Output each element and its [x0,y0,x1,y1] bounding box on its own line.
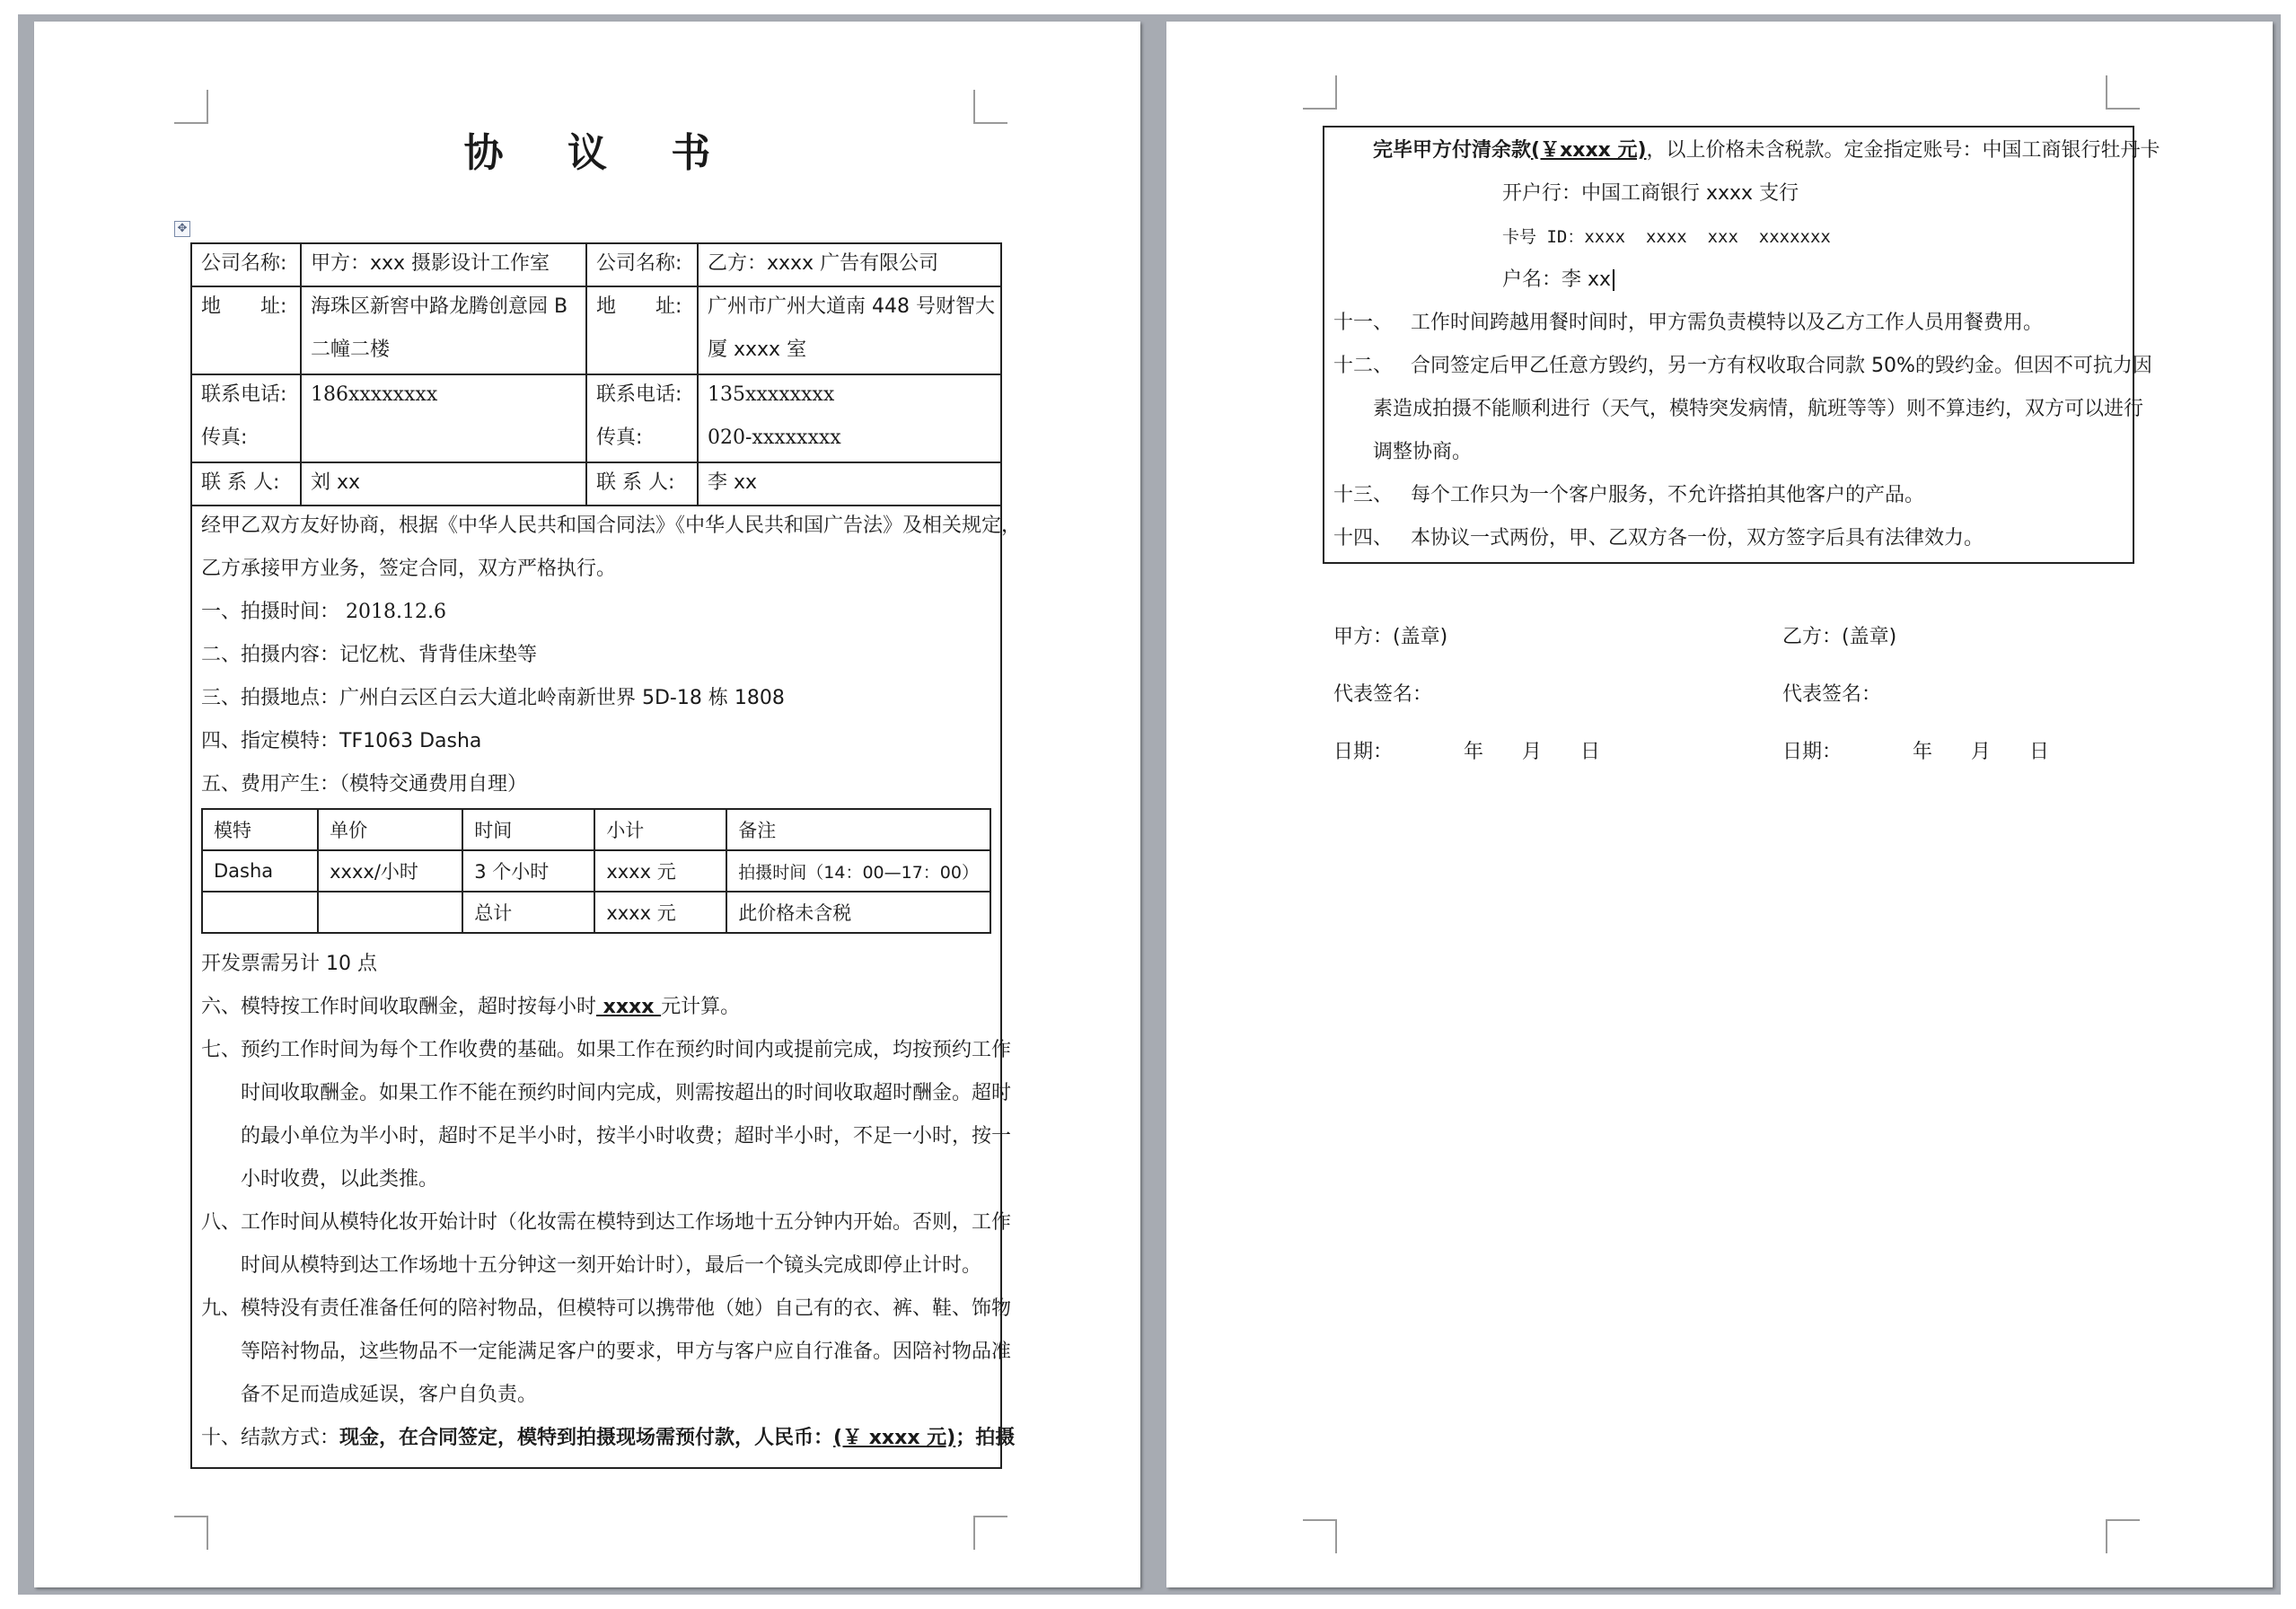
cell-value[interactable]: 020-xxxxxxxx [708,426,841,449]
fee-cell[interactable]: Dasha [202,850,318,892]
table-move-handle-icon[interactable]: ✥ [174,221,190,237]
clause-12[interactable]: 素造成拍摄不能顺利进行（天气，模特突发病情，航班等等）则不算违约，双方可以进行 [1373,398,2144,420]
cell-label: 公司名称: [596,252,682,275]
clause-12-number: 十二、 [1333,355,1394,377]
card-number[interactable]: 卡号 ID：xxxx xxxx xxx xxxxxxx [1502,227,1831,247]
cell-value[interactable]: 135xxxxxxxx [708,383,835,406]
fee-header: 模特 [202,809,318,850]
crop-mark [2106,1519,2140,1553]
item-shoot-location[interactable]: 三、拍摄地点：广州白云区白云大道北岭南新世界 5D-18 栋 1808 [201,687,785,709]
fee-header: 单价 [318,809,462,850]
item-shoot-content[interactable]: 二、拍摄内容：记忆枕、背背佳床垫等 [201,644,538,666]
crop-mark [973,1516,1007,1550]
date-month: 月 [1522,741,1543,763]
clause-9[interactable]: 九、模特没有责任准备任何的陪衬物品，但模特可以携带他（她）自己有的衣、裤、鞋、饰物 [201,1297,1012,1320]
page-1[interactable] [34,22,1140,1587]
crop-mark [2106,75,2140,110]
cell-value[interactable]: 刘 xx [311,471,361,494]
clause-10-continued[interactable] [1373,129,2160,172]
cell-value[interactable]: 海珠区新窖中路龙腾创意园 B [311,295,568,318]
table-border [1323,562,2134,564]
table-border [190,1467,1002,1469]
date-year: 年 [1464,741,1484,763]
cell-label: 联系电话: [596,383,682,406]
crop-mark [1303,1519,1337,1553]
intro-line[interactable]: 乙方承接甲方业务，签定合同，双方严格执行。 [201,558,617,580]
item-model[interactable]: 四、指定模特：TF1063 Dasha [201,730,482,752]
cell-value[interactable]: 乙方：xxxx 广告有限公司 [708,252,939,275]
fee-header: 备注 [726,809,990,850]
fee-cell[interactable]: xxxx/小时 [318,850,462,892]
balance-amount: (￥xxxx 元) [1531,139,1647,162]
fee-cell[interactable] [202,892,318,933]
table-row [202,850,990,892]
fee-header: 小计 [594,809,726,850]
clause-text: 现金，在合同签定，模特到拍摄现场需预付款，人民币： [339,1427,834,1449]
party-a-date[interactable] [1333,731,1600,774]
table-rule [697,242,699,506]
date-label: 日期： [1333,741,1394,763]
table-border [190,242,192,1469]
clause-13[interactable]: 每个工作只为一个客户服务，不允许搭拍其他客户的产品。 [1411,484,1925,506]
table-border [1323,126,2134,127]
cell-label: 传真: [596,426,643,449]
clause-10[interactable] [201,1417,1015,1460]
item-shoot-time[interactable] [201,591,446,634]
page-2[interactable] [1166,22,2273,1587]
cell-value[interactable]: 甲方：xxx 摄影设计工作室 [311,252,550,275]
item-fees[interactable]: 五、费用产生：（模特交通费用自理） [201,773,528,796]
clause-11[interactable]: 工作时间跨越用餐时间时，甲方需负责模特以及乙方工作人员用餐费用。 [1411,312,2044,334]
date-day: 日 [1580,741,1601,763]
table-border [1000,242,1002,1469]
party-b-seal[interactable]: 乙方：(盖章) [1782,626,1897,648]
clause-text: 元计算。 [661,996,741,1018]
cell-label: 联系电话: [201,383,287,406]
clause-7[interactable]: 七、预约工作时间为每个工作收费的基础。如果工作在预约时间内或提前完成，均按预约工作 [201,1039,1012,1061]
cell-label: 联 系 人: [201,471,280,494]
crop-mark [174,1516,208,1550]
invoice-note[interactable]: 开发票需另计 10 点 [201,953,377,975]
crop-mark [973,90,1007,124]
fee-cell[interactable]: 总计 [462,892,594,933]
cell-label: 地 址: [201,295,287,318]
cell-value[interactable]: 二幢二楼 [311,339,391,361]
table-row [202,809,990,850]
clause-6[interactable] [201,986,740,1029]
date-year: 年 [1913,741,1933,763]
table-rule [300,242,302,506]
cell-label: 公司名称: [201,252,287,275]
clause-11-number: 十一、 [1333,312,1394,334]
date-month: 月 [1971,741,1992,763]
clause-8[interactable]: 八、工作时间从模特化妆开始计时（化妆需在模特到达工作场地十五分钟内开始。否则，工作 [201,1211,1012,1234]
fee-cell[interactable]: 此价格未含税 [726,892,990,933]
fee-cell[interactable]: 拍摄时间（14：00—17：00） [726,850,990,892]
fee-cell[interactable]: 3 个小时 [462,850,594,892]
clause-12[interactable]: 调整协商。 [1373,441,1473,463]
clause-text: ；拍摄 [955,1427,1016,1449]
party-b-rep[interactable]: 代表签名： [1782,683,1882,706]
clause-13-number: 十三、 [1333,484,1394,506]
item-label: 一、拍摄时间： [201,601,340,623]
clause-14[interactable]: 本协议一式两份，甲、乙双方各一份，双方签字后具有法律效力。 [1411,527,1984,550]
account-holder[interactable] [1502,259,1614,302]
bank-branch[interactable]: 开户行：中国工商银行 xxxx 支行 [1502,182,1799,205]
clause-7[interactable]: 小时收费，以此类推。 [241,1168,439,1191]
document-title: 协 议 书 [463,130,736,176]
clause-7[interactable]: 时间收取酬金。如果工作不能在预约时间内完成，则需按超出的时间收取超时酬金。超时 [241,1082,1012,1104]
table-row [202,892,990,933]
cell-label: 传真: [201,426,248,449]
cell-label: 地 址: [596,295,682,318]
clause-8[interactable]: 时间从模特到达工作场地十五分钟这一刻开始计时），最后一个镜头完成即停止计时。 [241,1254,982,1277]
cell-value[interactable]: 广州市广州大道南 448 号财智大 [708,295,995,318]
text-cursor [1613,269,1614,291]
fee-cell[interactable]: xxxx 元 [594,850,726,892]
table-border [1323,126,1324,564]
clause-text: 十、结款方式： [201,1427,340,1449]
clause-text: 完毕甲方付清余款 [1373,139,1532,162]
table-rule [585,242,587,506]
date-day: 日 [2029,741,2050,763]
clause-text: 六、模特按工作时间收取酬金，超时按每小时 [201,996,597,1018]
party-a-rep[interactable]: 代表签名： [1333,683,1433,706]
clause-9[interactable]: 等陪衬物品，这些物品不一定能满足客户的要求，甲方与客户应自行准备。因陪衬物品准 [241,1341,1012,1363]
hourly-rate: xxxx [596,996,662,1018]
cell-label: 联 系 人: [596,471,675,494]
item-value: 2018.12.6 [346,601,446,623]
clause-12[interactable]: 合同签定后甲乙任意方毁约，另一方有权收取合同款 50%的毁约金。但因不可抗力因 [1411,355,2152,377]
fee-header: 时间 [462,809,594,850]
date-label: 日期： [1782,741,1843,763]
cell-value[interactable]: 李 xx [708,471,758,494]
fee-cell[interactable] [318,892,462,933]
clause-text: ，以上价格未含税款。定金指定账号：中国工商银行牡丹卡 [1646,139,2160,162]
party-a-seal[interactable]: 甲方：(盖章) [1333,626,1448,648]
clause-7[interactable]: 的最小单位为半小时，超时不足半小时，按半小时收费；超时半小时，不足一小时，按一 [241,1125,1012,1147]
deposit-amount: (￥ xxxx 元) [833,1427,956,1449]
document-canvas [18,14,2281,1595]
clause-14-number: 十四、 [1333,527,1394,550]
cell-value[interactable]: 186xxxxxxxx [311,383,438,406]
crop-mark [1303,75,1337,110]
crop-mark [174,90,208,124]
holder-text: 户名：李 xx [1502,268,1612,291]
fee-table [201,808,991,934]
party-b-date[interactable] [1782,731,2049,774]
intro-line[interactable]: 经甲乙双方友好协商，根据《中华人民共和国合同法》《中华人民共和国广告法》及相关规定， [201,514,1022,537]
cell-value[interactable]: 厦 xxxx 室 [708,339,807,361]
clause-9[interactable]: 备不足而造成延误，客户自负责。 [241,1384,538,1406]
fee-cell[interactable]: xxxx 元 [594,892,726,933]
